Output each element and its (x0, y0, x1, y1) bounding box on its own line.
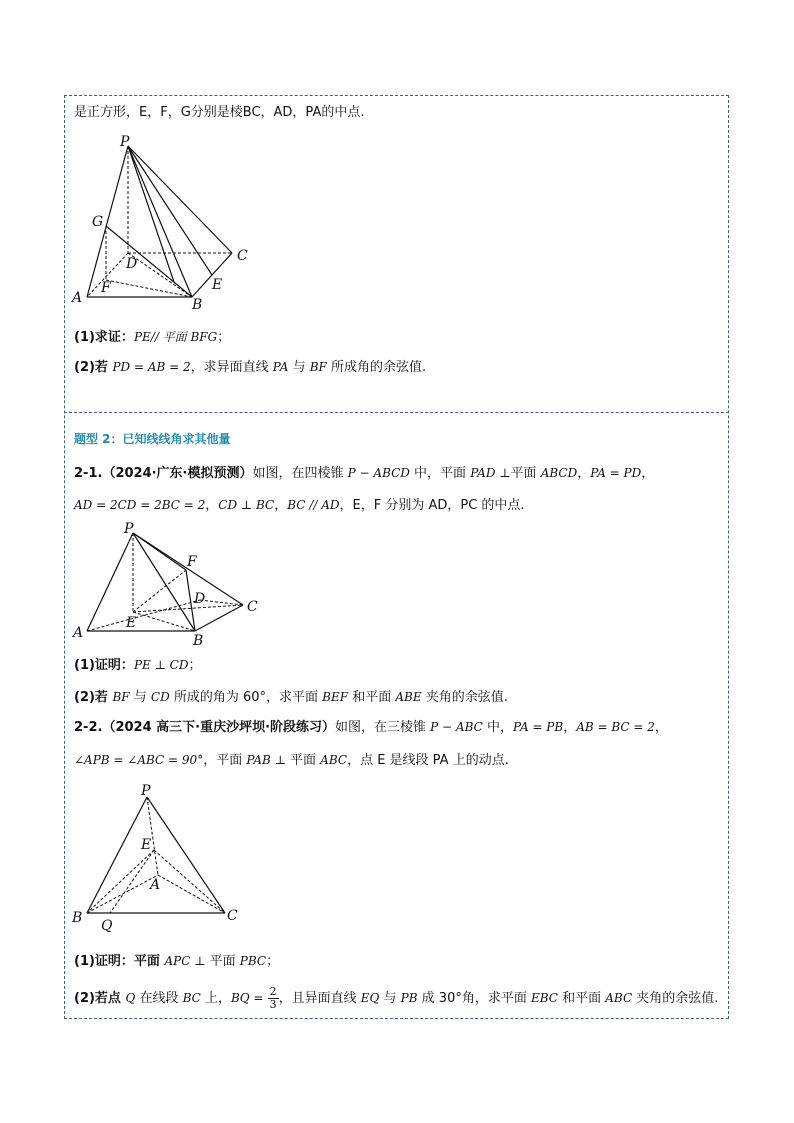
fig1-label-D: D (126, 256, 138, 272)
q1-part2: (2)若 PD = AB = 2，求异面直线 PA 与 BF 所成角的余弦值. (74, 360, 427, 375)
topic2-title: 题型 2：已知线线角求其他量 (74, 432, 231, 446)
fig3-label-A: A (150, 877, 161, 893)
fig3-label-P: P (141, 783, 151, 799)
fig1-label-G: G (92, 214, 104, 230)
fig3-label-C: C (227, 908, 238, 924)
fig2-label-B: B (193, 633, 204, 649)
p22-q2: (2)若点 Q 在线段 BC 上，BQ = $\frac{2}{3}$ ，且异面直线 EQ 与 PB 成 30°角，求平面 EBC 和平面 ABC 夹角的余弦值. (74, 985, 719, 1011)
intro-text: 是正方形，E，F，G分别是棱BC，AD，PA的中点. (74, 105, 365, 120)
p21-q2: (2)若 BF 与 CD 所成的角为 60°，求平面 BEF 和平面 ABE 夹角的余弦值. (74, 690, 508, 705)
fraction-2-3: $\frac{2}{3}$ (269, 985, 277, 1011)
p21-line2: AD = 2CD = 2BC = 2，CD ⊥ BC，BC // AD，E，F 分别为 AD，PC 的中点. (74, 498, 525, 513)
figure-pyramid-3 (64, 778, 254, 938)
fig3-label-Q: Q (101, 918, 113, 934)
fig2-label-E: E (126, 615, 137, 631)
p22-line1: 2-2.（2024 高三下·重庆沙坪坝·阶段练习）如图，在三棱锥 P − ABC 中，PA = PB，AB = BC = 2， (74, 720, 668, 735)
q1-part1: (1)求证：PE// 平面 BFG； (74, 330, 231, 345)
fig1-label-E: E (212, 277, 223, 293)
p22-q1: (1)证明：平面 APC ⊥ 平面 PBC； (74, 954, 280, 969)
fig2-label-P: P (124, 521, 134, 537)
fig2-label-C: C (247, 599, 258, 615)
figure-pyramid-1 (64, 128, 264, 313)
fig1-label-F: F (101, 280, 111, 296)
fig1-label-C: C (237, 248, 248, 264)
fig1-label-P: P (120, 134, 130, 150)
p21-line1: 2-1.（2024·广东·模拟预测）如图，在四棱锥 P − ABCD 中，平面 PAD ⊥平面 ABCD，PA = PD， (74, 466, 655, 481)
figure-pyramid-2 (64, 516, 274, 651)
fig1-label-B: B (192, 297, 203, 313)
fig3-label-B: B (72, 910, 83, 926)
section-divider (64, 412, 729, 413)
p22-line2: ∠APB = ∠ABC = 90°，平面 PAB ⊥ 平面 ABC，点 E 是线段 PA 上的动点. (74, 753, 509, 768)
fig2-label-A: A (73, 625, 84, 641)
fig2-label-F: F (187, 554, 197, 570)
fig2-label-D: D (194, 591, 206, 607)
fig3-label-E: E (141, 837, 152, 853)
p21-q1: (1)证明：PE ⊥ CD； (74, 658, 202, 673)
fig1-label-A: A (72, 290, 83, 306)
